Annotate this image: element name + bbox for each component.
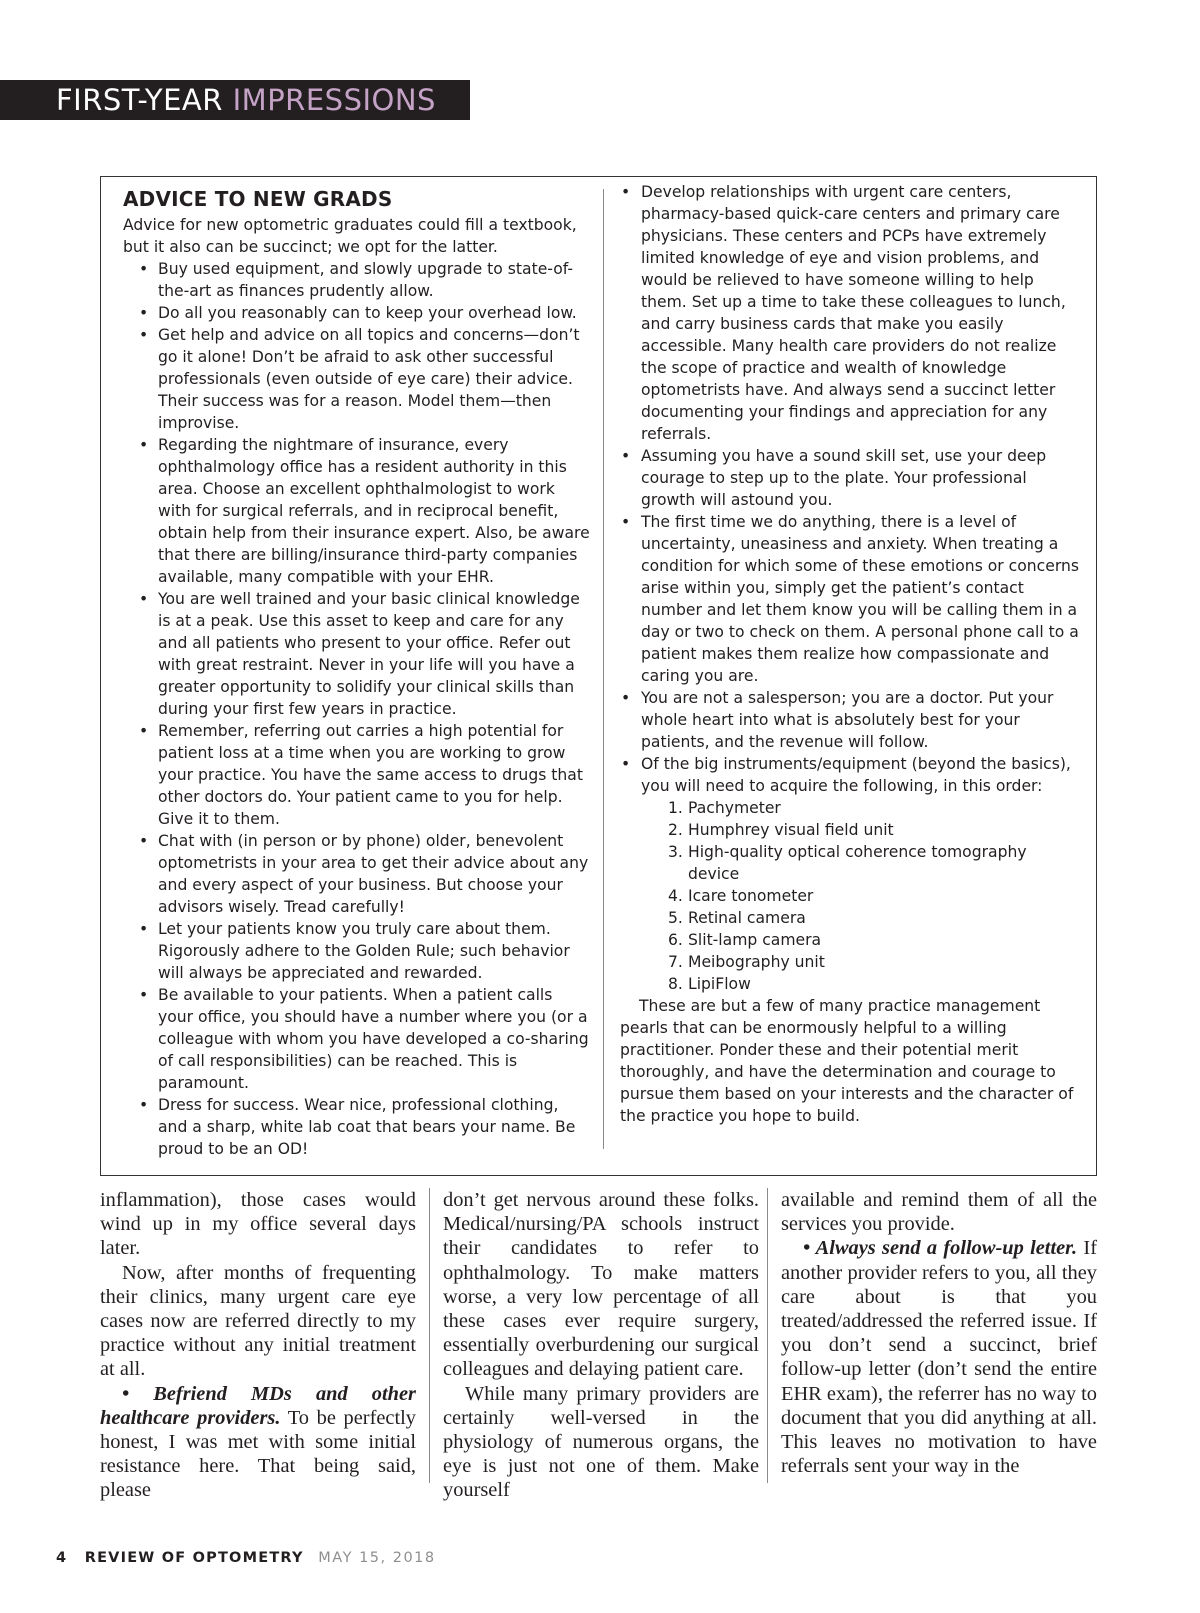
bullet-item: • Buy used equipment, and slowly upgrade to state-of-the-art as finances prudently allow.	[123, 258, 591, 302]
equipment-item	[668, 951, 1080, 973]
bullet-item: • Remember, referring out carries a high potential for patient loss at a time when you are working to grow your practice. You have the same access to drugs that other doctors do. Your patient came to you for help. Give it to them.	[123, 720, 591, 830]
equipment-item	[668, 929, 1080, 951]
bullet-item: • Do all you reasonably can to keep your overhead low.	[123, 302, 591, 324]
bullet-item: • Develop relationships with urgent care centers, pharmacy-based quick-care centers and primary care physicians. These centers and PCPs have extremely limited knowledge of eye and vision problems, and would be relieved to have someone willing to help them. Set up a time to take these colleagues to lunch, and carry business cards that make you easily accessible. Many health care providers do not realize the scope of practice and wealth of knowledge optometrists have. And always send a succinct letter documenting your findings and appreciation for any referrals.	[620, 181, 1080, 445]
equipment-text: High-quality optical coherence tomography device	[688, 843, 1027, 883]
page-footer	[56, 1546, 436, 1570]
paragraph: While many primary providers are certainly well-versed in the physiology of numerous organs, the eye is just not one of them. Make yourself	[443, 1382, 759, 1502]
section-header-accent: IMPRESSIONS	[232, 83, 436, 117]
bullet-item: • Regarding the nightmare of insurance, every ophthalmology office has a resident authority in this area. Choose an excellent ophthalmologist to work with for surgical referrals, and in reciprocal benefit, obtain help from their insurance expert. Also, be aware that there are billing/insurance third-party companies available, many compatible with your EHR.	[123, 434, 591, 588]
equipment-item	[668, 885, 1080, 907]
sidebar-title: ADVICE TO NEW GRADS	[123, 187, 393, 211]
paragraph: Now, after months of frequenting their clinics, many urgent care eye cases now are referred directly to my practice without any initial treatment at all.	[100, 1261, 416, 1381]
bullet-item: • You are not a salesperson; you are a doctor. Put your whole heart into what is absolutely best for your patients, and the revenue will follow.	[620, 687, 1080, 753]
paragraph-text: To be perfectly honest, I was met with some initial resistance here. That being said, please	[100, 1406, 417, 1502]
list-number: 3.	[668, 843, 683, 861]
equipment-item	[668, 973, 1080, 995]
sidebar-right-column	[620, 181, 1080, 1127]
subhead-follow-up: • Always send a follow-up letter.	[803, 1237, 1078, 1260]
bullet-item: • Chat with (in person or by phone) older, benevolent optometrists in your area to get their advice about any and every aspect of your business. But choose your advisors wisely. Tread carefully!	[123, 830, 591, 918]
bullet-item: • Let your patients know you truly care about them. Rigorously adhere to the Golden Rule; such behavior will always be appreciated and rewarded.	[123, 918, 591, 984]
bullet-item: • Be available to your patients. When a patient calls your office, you should have a number where you (or a colleague with whom you have developed a co-sharing of call responsibilities) can be reached. This is paramount.	[123, 984, 591, 1094]
column-divider	[429, 1188, 430, 1483]
equipment-text: Slit-lamp camera	[688, 931, 822, 949]
paragraph: available and remind them of all the services you provide.	[781, 1189, 1097, 1236]
equipment-text: Icare tonometer	[688, 887, 814, 905]
bullet-item: • You are well trained and your basic clinical knowledge is at a peak. Use this asset to keep and care for any and all patients who present to your office. Refer out with great restraint. Never in your life will you have a greater opportunity to solidify your clinical skills than during your first few years in practice.	[123, 588, 591, 720]
article-body	[100, 1188, 1097, 1502]
equipment-text: Pachymeter	[688, 799, 781, 817]
bullet-item: • Assuming you have a sound skill set, use your deep courage to step up to the plate. Your professional growth will astound you.	[620, 445, 1080, 511]
paragraph	[100, 1382, 416, 1503]
sidebar-intro: Advice for new optometric graduates could fill a textbook, but it also can be succinct; we opt for the latter.	[123, 216, 577, 256]
equipment-item	[668, 819, 1080, 841]
body-column-3	[781, 1188, 1097, 1478]
bullet-item: • The first time we do anything, there is a level of uncertainty, uneasiness and anxiety. When treating a condition for which some of these emotions or concerns arise within you, simply get the patient’s contact number and let them know you will be calling them in a day or two to check on them. A personal phone call to a patient makes them realize how compassionate and caring you are.	[620, 511, 1080, 687]
paragraph: don’t get nervous around these folks. Medical/nursing/PA schools instruct their candidates to refer to ophthalmology. To make matters worse, a very low percentage of all these cases ever require surgery, essentially overburdening our surgical colleagues and delaying patient care.	[443, 1189, 759, 1381]
paragraph: inflammation), those cases would wind up in my office several days later.	[100, 1189, 416, 1260]
body-column-2	[443, 1188, 759, 1503]
paragraph-text: If another provider refers to you, all they care about is that you treated/addressed the referred issue. If you don’t send a succinct, brief follow-up letter (don’t send the entire EHR exam), the referrer has no way to document that you did anything at all. This leaves no motivation to have referrals sent your way in the	[781, 1237, 1097, 1478]
list-number: 7.	[668, 953, 683, 971]
bullet-item: • Of the big instruments/equipment (beyond the basics), you will need to acquire the following, in this order:	[620, 753, 1080, 797]
equipment-text: Meibography unit	[688, 953, 825, 971]
advice-sidebar-box	[100, 176, 1097, 1176]
section-header	[0, 80, 470, 120]
equipment-item	[668, 907, 1080, 929]
bullet-item: • Dress for success. Wear nice, professional clothing, and a sharp, white lab coat that bears your name. Be proud to be an OD!	[123, 1094, 591, 1160]
sidebar-column-divider	[603, 189, 604, 1149]
list-number: 2.	[668, 821, 683, 839]
list-number: 1.	[668, 799, 683, 817]
list-number: 6.	[668, 931, 683, 949]
equipment-item	[668, 841, 1080, 885]
equipment-text: LipiFlow	[688, 975, 751, 993]
list-number: 8.	[668, 975, 683, 993]
page-number: 4	[56, 1550, 67, 1566]
equipment-text: Retinal camera	[688, 909, 806, 927]
right-bullet-list	[620, 181, 1080, 797]
equipment-text: Humphrey visual field unit	[688, 821, 894, 839]
magazine-name: REVIEW OF OPTOMETRY	[84, 1550, 304, 1566]
column-divider	[767, 1188, 768, 1483]
issue-date: MAY 15, 2018	[318, 1550, 436, 1566]
bullet-item: • Get help and advice on all topics and concerns—don’t go it alone! Don’t be afraid to ask other successful professionals (even outside of eye care) their advice. Their success was for a reason. Model them—then improvise.	[123, 324, 591, 434]
sidebar-left-column	[123, 186, 591, 1160]
list-number: 5.	[668, 909, 683, 927]
equipment-item	[668, 797, 1080, 819]
body-column-1	[100, 1188, 416, 1503]
sidebar-closing-paragraph: These are but a few of many practice management pearls that can be enormously helpful to a willing practitioner. Ponder these and their potential merit thoroughly, and have the determination and courage to pursue them based on your interests and the character of the practice you hope to build.	[620, 997, 1074, 1125]
subhead-befriend: • Befriend MDs and other healthcare providers.	[100, 1382, 416, 1429]
left-bullet-list	[123, 258, 591, 1160]
section-header-main: FIRST-YEAR	[56, 83, 223, 117]
paragraph	[781, 1236, 1097, 1478]
equipment-list	[620, 797, 1080, 995]
list-number: 4.	[668, 887, 683, 905]
